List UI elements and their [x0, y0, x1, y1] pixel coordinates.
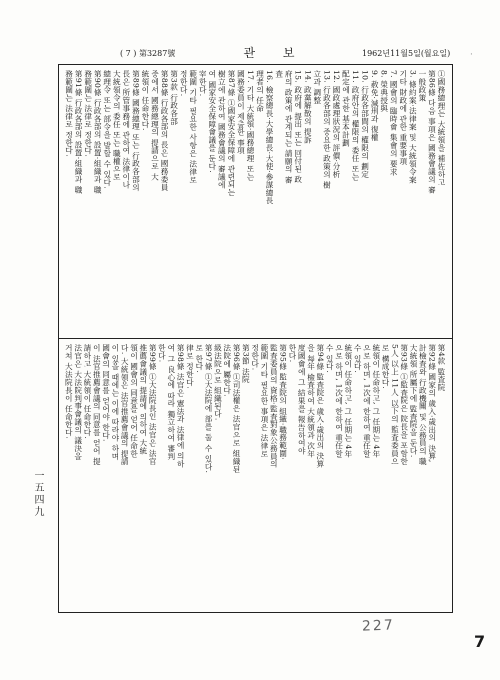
text-column [179, 70, 189, 332]
text-column [303, 70, 313, 332]
middle-rule [58, 338, 453, 339]
folio-number: 一五四九 [32, 470, 43, 518]
text-column [185, 344, 194, 606]
text-line: 로 構成한다. [381, 344, 391, 389]
issue-number: ( 7 ) 第3287號 [120, 49, 176, 58]
text-line: 推薦會議의 提請에 의하여 大統 [138, 344, 148, 455]
text-line: 大統領令의 委任 또는 職權으로 [112, 70, 122, 181]
text-line: 13. 行政各部의 중요한 政策의 樹 [322, 70, 332, 189]
text-column [207, 70, 217, 332]
text-line: 國會의 同意를 얻어야 한다. [101, 344, 111, 442]
text-column [288, 344, 297, 606]
text-column [260, 344, 269, 606]
text-column [436, 70, 446, 332]
text-column [427, 70, 437, 332]
text-line: 統領이 任命하고, 그 任期는 4年 [371, 344, 381, 458]
text-column [389, 70, 399, 332]
text-column [188, 70, 198, 332]
text-column [226, 70, 236, 332]
text-line: 3. 條約案·法律案 및 大統領令案 [408, 70, 418, 184]
text-line: 第86條 다음 事項은 國務會議의 審 [427, 70, 437, 194]
text-line: 府의 政策에 관계되는 請願의 審 [284, 70, 294, 184]
text-line: 16. 檢察總長·大學總長·大使·參謀總長 [265, 70, 275, 205]
page-title: 관 보 [243, 46, 307, 60]
text-line: 理者의 任命 [255, 70, 265, 113]
text-column [360, 70, 370, 332]
text-line: 이 있을 때에는 이에 따라야 하며 [110, 344, 120, 461]
text-line: 監査委員의 資格·監査對象公務員의 [269, 344, 279, 468]
text-column [92, 344, 101, 606]
text-column [120, 344, 129, 606]
text-line: 第91條 行政各部의 設置·組織과 職 [74, 70, 84, 194]
text-line: 總理令 또는 部令을 발할 수 있다. [102, 70, 112, 189]
text-line: 第94條 監査院은 歲入·歲出의 決算 [315, 344, 325, 468]
text-line: 第95條 監査院의 組織·職務範圍· [278, 344, 288, 460]
text-column [353, 344, 362, 606]
text-column [417, 70, 427, 332]
text-line: 請하고 大統領이 任命한다. [82, 344, 92, 440]
text-line: 律로 정한다. [185, 344, 195, 389]
text-line: 第3款 行政各部 [169, 70, 179, 126]
text-line: 第93條 ①監査院은 院長을 포함한 [399, 344, 409, 466]
text-line: ①國務總理는 大統領을 補佐하고 [436, 70, 446, 187]
text-line: 計檢査와 行政機關 및 公務員의 職 [418, 344, 428, 466]
text-line: 範圍 기타 필요한 事項은 法律로 [259, 344, 269, 458]
text-line: 기타 財政에 관한 重要事項 [398, 70, 408, 166]
text-column [278, 344, 287, 606]
text-line: 法官은 大法院判事會議의 議決을 [73, 344, 83, 461]
text-line: 法院에 屬한다. [222, 344, 232, 397]
text-line: 國務委員이 제출한 事項 [236, 70, 246, 155]
text-line: 11. 政府안의 權限의 委任 또는 [351, 70, 361, 181]
text-column [408, 70, 418, 332]
text-line: 長은 所管事務에 관하여 法律이나 [121, 70, 131, 189]
text-line: 정한다. [179, 70, 189, 97]
text-column [111, 344, 120, 606]
text-line: 15. 政府에 提出 또는 回付된 政 [293, 70, 303, 184]
text-column [269, 344, 278, 606]
text-line: 수 있다. [353, 344, 363, 374]
text-line: 10. 行政各部間의 權限의 劃定 [360, 70, 370, 179]
text-line: 務範圍는 法律로 정한다. [83, 70, 93, 158]
text-line: 第92條 國家의 歲入·歲出의 決算, [427, 344, 437, 463]
text-column [74, 70, 84, 332]
text-column [250, 344, 259, 606]
text-column [198, 70, 208, 332]
text-line: 統領이 任命하고, 그 任期는 4年 [343, 344, 353, 458]
text-line: 第87條 ①國家安全保障에 관련되는 [226, 70, 236, 197]
text-line: 여 國家安全保障會議를 둔다. [207, 70, 217, 173]
bottom-rule [58, 612, 453, 613]
text-column [140, 70, 150, 332]
text-line: 範圍 기타 필요한 사항은 法律로 [188, 70, 198, 184]
text-column [112, 70, 122, 332]
text-column [176, 344, 185, 606]
text-line: 이 法官推薦會議의 同意를 얻어 提 [92, 344, 102, 466]
text-column [351, 70, 361, 332]
text-line: 宰한다. [198, 70, 208, 97]
text-column [316, 344, 325, 606]
text-column [139, 344, 148, 606]
text-line: 9. 赦免·減刑과 復權 [370, 70, 380, 142]
text-column [131, 70, 141, 332]
text-line: 第98條 法官은 憲法과 法律에 의하 [176, 344, 186, 468]
text-line: 第96條 ①司法權은 法官으로 組織된 [232, 344, 242, 474]
text-column [194, 344, 203, 606]
text-column [245, 70, 255, 332]
text-line: 級法院으로 組織된다. [213, 344, 223, 421]
text-column [325, 344, 334, 606]
issue-date: 1962년11월5일(월요일) [362, 49, 451, 58]
text-line: 査 [274, 70, 284, 78]
text-line: 다. 大統領은 法官推薦會議의 提請 [120, 344, 130, 466]
text-column [222, 344, 231, 606]
text-column [148, 344, 157, 606]
text-column [418, 344, 427, 606]
text-column [427, 344, 436, 606]
text-column [293, 70, 303, 332]
text-line: 第3節 法院 [241, 344, 251, 384]
text-column [236, 70, 246, 332]
text-line: 第88條 行政各部의 長은 國務委員 [160, 70, 170, 192]
text-line: 樹立에 관하여 國務會議의 審議에 [217, 70, 227, 189]
text-column [265, 70, 275, 332]
text-column [217, 70, 227, 332]
text-line: 중에서 國務總理의 提請으로 大 [150, 70, 160, 181]
text-line: 을 每年 檢査하여 大統領과 次年 [306, 344, 316, 458]
text-column [166, 344, 175, 606]
text-column [297, 344, 306, 606]
text-line: 12. 國政處理狀況의 評價·分析 [331, 70, 341, 179]
text-line: 第99條 ①大法院長인 法官은 法官 [148, 344, 158, 466]
text-column [160, 70, 170, 332]
text-column [437, 344, 446, 606]
text-column [129, 344, 138, 606]
text-line: 거쳐 大法院長이 任命한다. [64, 344, 74, 440]
left-frame-rule [58, 64, 59, 612]
text-line: 務範圍는 法律로 정한다. [64, 70, 74, 158]
text-column [73, 344, 82, 606]
text-line: 配定에 관한 基本計劃 [341, 70, 351, 147]
top-rule [58, 64, 453, 65]
text-column [150, 70, 160, 332]
text-line: 領이 國會의 同意를 얻어 任命한 [129, 344, 139, 458]
text-column [102, 70, 112, 332]
text-column [306, 344, 315, 606]
text-line: 第97條 ①大法院에 部를 둘 수 있다. [204, 344, 214, 474]
text-line: 8. 榮典授與 [379, 70, 389, 113]
text-line: 統領이 任命한다. [140, 70, 150, 131]
text-line: 5人 以上 11人 以下의 監査委員으 [390, 344, 400, 466]
text-line: 한다. [287, 344, 297, 363]
text-column [213, 344, 222, 606]
text-column [255, 70, 265, 332]
text-line: 大統領 所屬下에 監査院을 둔다. [409, 344, 419, 458]
text-column [379, 70, 389, 332]
text-column [157, 344, 166, 606]
text-column [284, 70, 294, 332]
text-column [83, 344, 92, 606]
text-line: 第4款 監査院 [436, 344, 446, 392]
text-column [204, 344, 213, 606]
page-stamp: 227 [361, 617, 396, 635]
text-line: 第90條 行政各部의 設置·組織과 職 [93, 70, 103, 194]
text-line: 으로 하며, 1次에 한하여 重任할 [362, 344, 372, 458]
text-column [398, 70, 408, 332]
text-line: 로 한다. [194, 344, 204, 374]
text-line: 수 있다. [325, 344, 335, 374]
text-column [312, 70, 322, 332]
text-column [169, 70, 179, 332]
text-column [322, 70, 332, 332]
text-column [101, 344, 110, 606]
text-column [121, 70, 131, 332]
text-line: 여 그 良心에 따라 獨立하여 審判 [166, 344, 176, 461]
text-column [399, 344, 408, 606]
text-line: 度國會에 그 結果를 報告하여야 [297, 344, 307, 455]
text-column [370, 70, 380, 332]
text-column [409, 344, 418, 606]
text-line: 7. 國會의 臨時會 集會의 要求 [389, 70, 399, 176]
text-column [83, 70, 93, 332]
text-column [362, 344, 371, 606]
text-line: 立과 調整 [312, 70, 322, 105]
text-column [274, 70, 284, 332]
text-column [331, 70, 341, 332]
text-line: 一般政策 [417, 70, 427, 102]
text-column [93, 70, 103, 332]
text-column [64, 70, 74, 332]
text-column [390, 344, 399, 606]
text-line: 第89條 國務總理 또는 行政各部의 [131, 70, 141, 192]
text-column [371, 344, 380, 606]
text-line: 으로 하며, 1次에 한하여 重任할 [334, 344, 344, 458]
corner-number: 7 [474, 632, 486, 651]
text-line: 정한다. [250, 344, 260, 371]
text-line: 17. 기타 大統領·國務總理 또는 [245, 70, 255, 181]
text-column [341, 70, 351, 332]
text-column [241, 344, 250, 606]
text-column [344, 344, 353, 606]
text-column [381, 344, 390, 606]
margin-mark: · [470, 50, 473, 60]
text-line: 한다. [157, 344, 167, 363]
text-line: 14. 政黨解散의 提訴 [303, 70, 313, 144]
text-column [334, 344, 343, 606]
text-column [64, 344, 73, 606]
right-frame-rule [452, 64, 453, 612]
text-column [232, 344, 241, 606]
